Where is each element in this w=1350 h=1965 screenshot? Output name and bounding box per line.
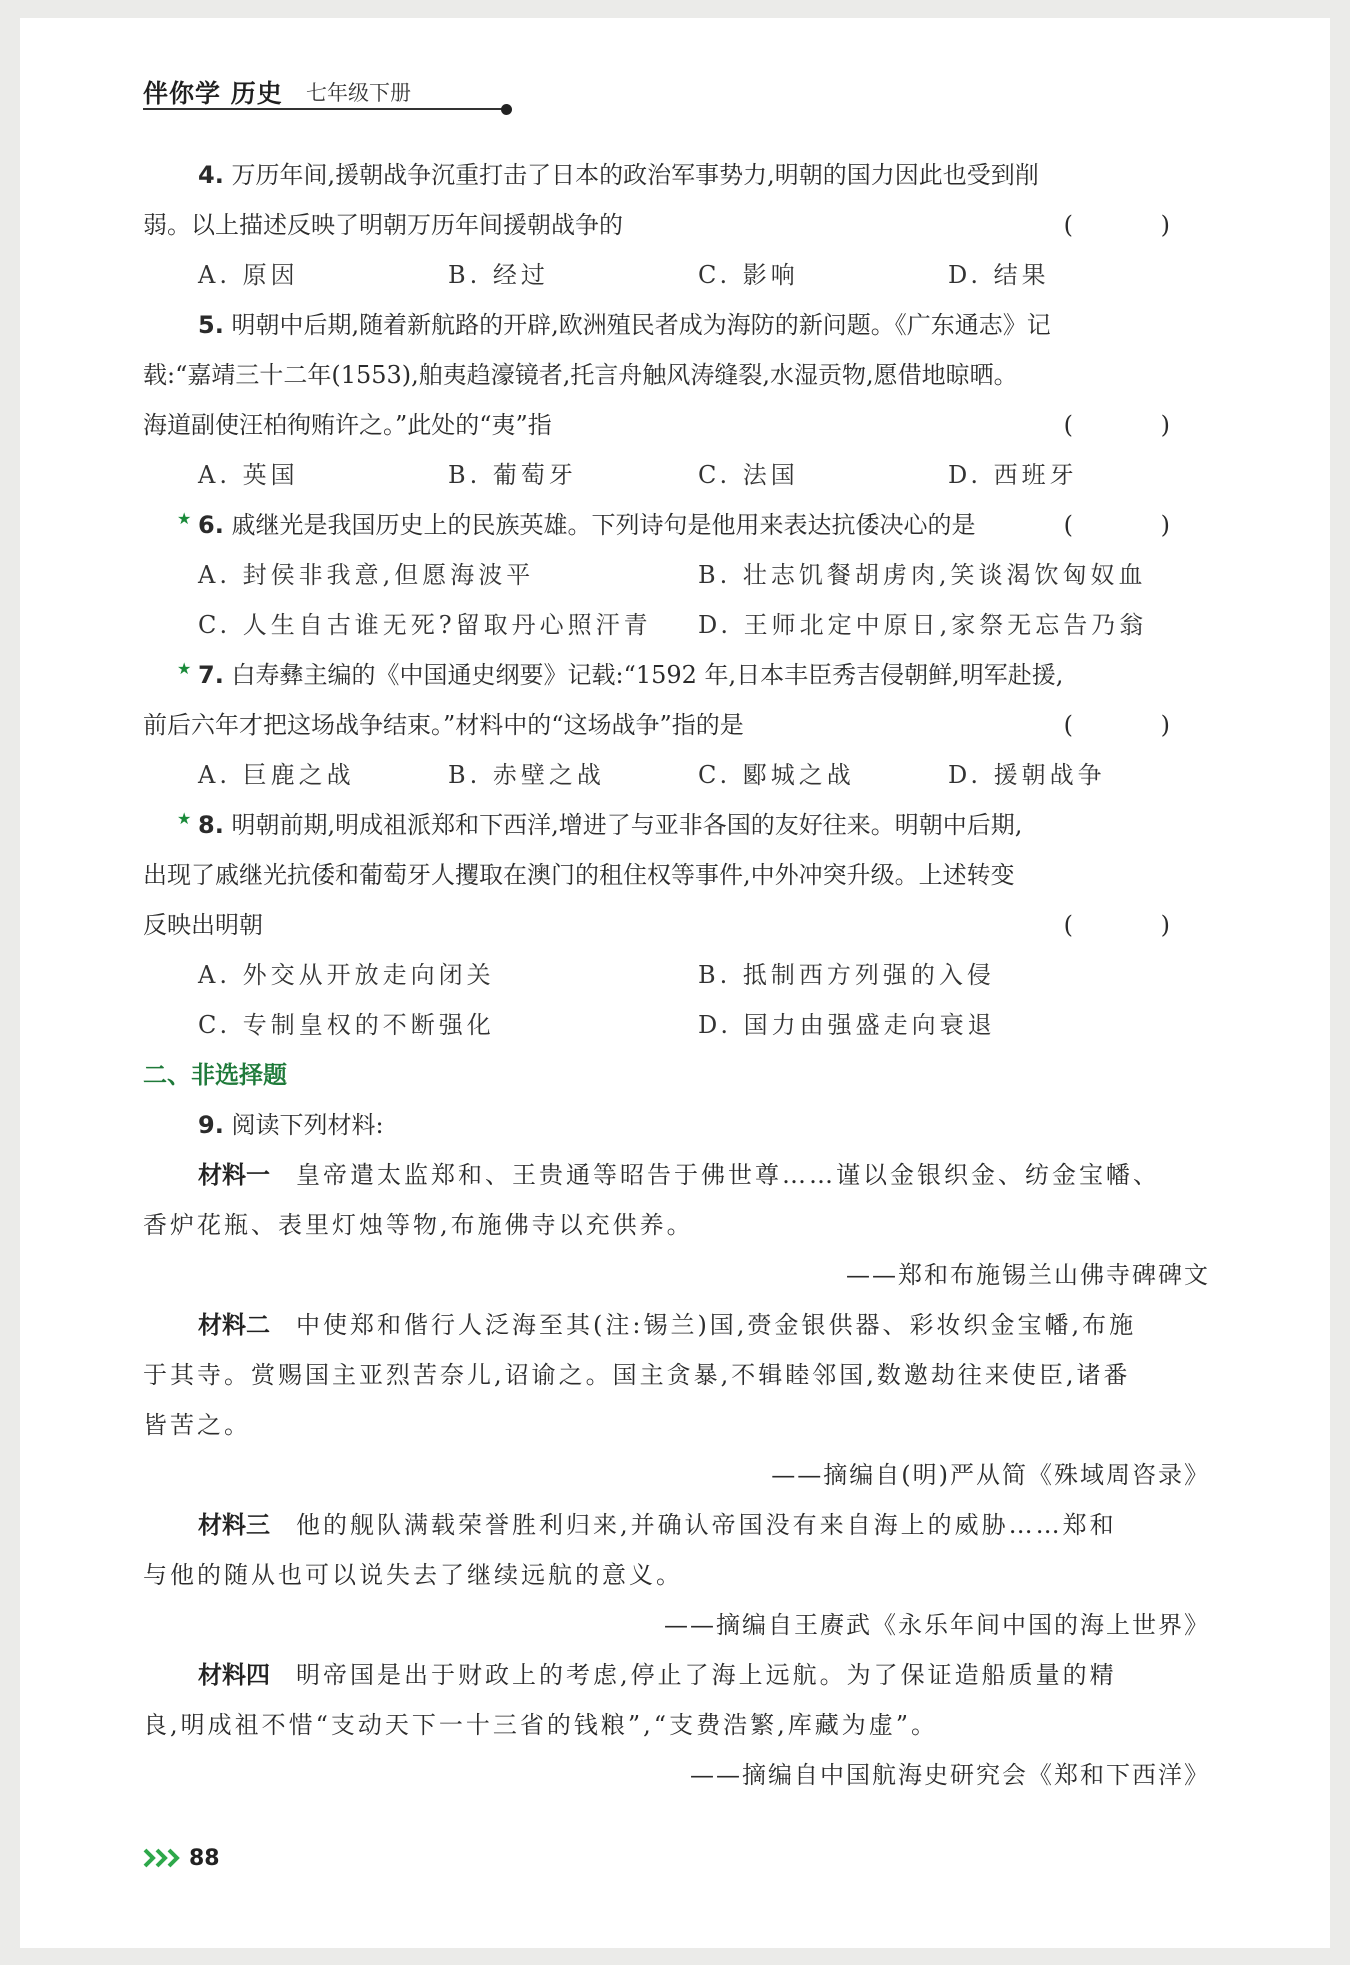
option-d[interactable]: D. 国力由强盛走向衰退 [698,1011,996,1039]
question-5-line-1 [143,300,1210,350]
question-text: 白寿彝主编的《中国通史纲要》记载:“1592 年,日本丰臣秀吉侵朝鲜,明军赴援, [231,661,1064,689]
page-footer [143,1840,220,1876]
material-3-line-2 [143,1550,1210,1600]
question-7-options [143,750,1210,800]
answer-blank[interactable]: ( ) [1063,211,1210,239]
material-text: 香炉花瓶、表里灯烛等物,布施佛寺以充供养。 [143,1211,694,1239]
chevrons-right-icon [143,1847,183,1869]
material-text: 良,明成祖不惜“支动天下一十三省的钱粮”,“支费浩繁,库藏为虚”。 [143,1711,938,1739]
question-text: 明朝前期,明成祖派郑和下西洋,增进了与亚非各国的友好往来。明朝中后期, [231,811,1023,839]
running-header [143,68,503,110]
question-5-line-2 [143,350,1210,400]
material-text: 明帝国是出于财政上的考虑,停止了海上远航。为了保证造船质量的精 [296,1661,1117,1689]
material-label: 材料二 [198,1311,270,1339]
material-text: 于其寺。赏赐国主亚烈苦奈儿,诏谕之。国主贪暴,不辑睦邻国,数邀劫往来使臣,诸番 [143,1361,1131,1389]
material-2-line-2 [143,1350,1210,1400]
material-2-source: ——摘编自(明)严从简《殊域周咨录》 [771,1461,1210,1489]
material-3-line-1 [143,1500,1210,1550]
answer-blank[interactable]: ( ) [1063,511,1210,539]
question-8-options-row-2 [143,1000,1210,1050]
question-6-line-1 [143,500,1210,550]
answer-blank[interactable]: ( ) [1063,711,1210,739]
star-icon: ★ [177,509,192,528]
question-9-intro [143,1100,1210,1150]
question-text: 前后六年才把这场战争结束。”材料中的“这场战争”指的是 [143,711,744,739]
material-1-line-2 [143,1200,1210,1250]
question-text: 万历年间,援朝战争沉重打击了日本的政治军事势力,明朝的国力因此也受到削 [231,161,1039,189]
section-heading: 二、非选择题 [143,1061,287,1089]
material-label: 材料一 [198,1161,270,1189]
material-3-source: ——摘编自王赓武《永乐年间中国的海上世界》 [664,1611,1210,1639]
book-title: 伴你学 历史 [143,79,283,108]
option-a[interactable]: A. 原因 [198,261,299,289]
question-text: 弱。以上描述反映了明朝万历年间援朝战争的 [143,211,623,239]
question-6-options-row-1 [143,550,1210,600]
option-a[interactable]: A. 外交从开放走向闭关 [198,961,495,989]
material-label: 材料三 [198,1511,270,1539]
material-1-line-1 [143,1150,1210,1200]
option-d[interactable]: D. 援朝战争 [948,761,1106,789]
star-icon: ★ [177,659,192,678]
question-4-line-1 [143,150,1210,200]
option-a[interactable]: A. 英国 [198,461,299,489]
material-1-source: ——郑和布施锡兰山佛寺碑碑文 [846,1261,1210,1289]
question-text: 海道副使汪柏徇贿许之。”此处的“夷”指 [143,411,552,439]
question-text: 反映出明朝 [143,911,263,939]
option-c[interactable]: C. 专制皇权的不断强化 [198,1011,495,1039]
question-text: 出现了戚继光抗倭和葡萄牙人攫取在澳门的租住权等事件,中外冲突升级。上述转变 [143,861,1015,889]
question-text: 戚继光是我国历史上的民族英雄。下列诗句是他用来表达抗倭决心的是 [231,511,976,539]
option-b[interactable]: B. 赤壁之战 [448,761,605,789]
question-number: 8. [198,811,224,839]
material-4-source: ——摘编自中国航海史研究会《郑和下西洋》 [690,1761,1210,1789]
material-4-line-2 [143,1700,1210,1750]
option-d[interactable]: D. 结果 [948,261,1050,289]
answer-blank[interactable]: ( ) [1063,411,1210,439]
header-dot [501,104,512,115]
grade-label: 七年级下册 [306,81,411,105]
question-number: 9. [198,1111,224,1139]
material-2-line-1 [143,1300,1210,1350]
question-5-line-3 [143,400,1210,450]
question-number: 5. [198,311,224,339]
material-text: 他的舰队满载荣誉胜利归来,并确认帝国没有来自海上的威胁……郑和 [296,1511,1117,1539]
option-d[interactable]: D. 西班牙 [948,461,1078,489]
question-4-options [143,250,1210,300]
material-text: 皇帝遣太监郑和、王贵通等昭告于佛世尊……谨以金银织金、纺金宝幡、 [296,1161,1160,1189]
option-b[interactable]: B. 壮志饥餐胡虏肉,笑谈渴饮匈奴血 [698,561,1147,589]
question-text: 明朝中后期,随着新航路的开辟,欧洲殖民者成为海防的新问题。《广东通志》记 [231,311,1051,339]
option-a[interactable]: A. 巨鹿之战 [198,761,355,789]
question-4-line-2 [143,200,1210,250]
question-5-options [143,450,1210,500]
material-text: 皆苦之。 [143,1411,251,1439]
question-number: 4. [198,161,224,189]
material-2-line-3 [143,1400,1210,1450]
option-a[interactable]: A. 封侯非我意,但愿海波平 [198,561,535,589]
material-text: 中使郑和偕行人泛海至其(注:锡兰)国,赍金银供器、彩妆织金宝幡,布施 [296,1311,1137,1339]
option-c[interactable]: C. 影响 [698,261,799,289]
question-8-options-row-1 [143,950,1210,1000]
option-b[interactable]: B. 葡萄牙 [448,461,577,489]
option-d[interactable]: D. 王师北定中原日,家祭无忘告乃翁 [698,611,1148,639]
answer-blank[interactable]: ( ) [1063,911,1210,939]
question-7-line-2 [143,700,1210,750]
question-number: 6. [198,511,224,539]
question-number: 7. [198,661,224,689]
option-c[interactable]: C. 人生自古谁无死?留取丹心照汗青 [198,611,652,639]
question-8-line-2 [143,850,1210,900]
page-content [143,150,1210,1800]
question-7-line-1 [143,650,1210,700]
page-number: 88 [189,1845,220,1871]
option-c[interactable]: C. 郾城之战 [698,761,855,789]
star-icon: ★ [177,809,192,828]
question-8-line-1 [143,800,1210,850]
question-6-options-row-2 [143,600,1210,650]
option-b[interactable]: B. 抵制西方列强的入侵 [698,961,995,989]
question-text: 载:“嘉靖三十二年(1553),舶夷趋濠镜者,托言舟触风涛缝裂,水湿贡物,愿借地晾晒。 [143,361,1018,389]
question-text: 阅读下列材料: [231,1111,384,1139]
question-8-line-3 [143,900,1210,950]
material-label: 材料四 [198,1661,270,1689]
option-b[interactable]: B. 经过 [448,261,549,289]
material-text: 与他的随从也可以说失去了继续远航的意义。 [143,1561,683,1589]
material-4-line-1 [143,1650,1210,1700]
option-c[interactable]: C. 法国 [698,461,799,489]
